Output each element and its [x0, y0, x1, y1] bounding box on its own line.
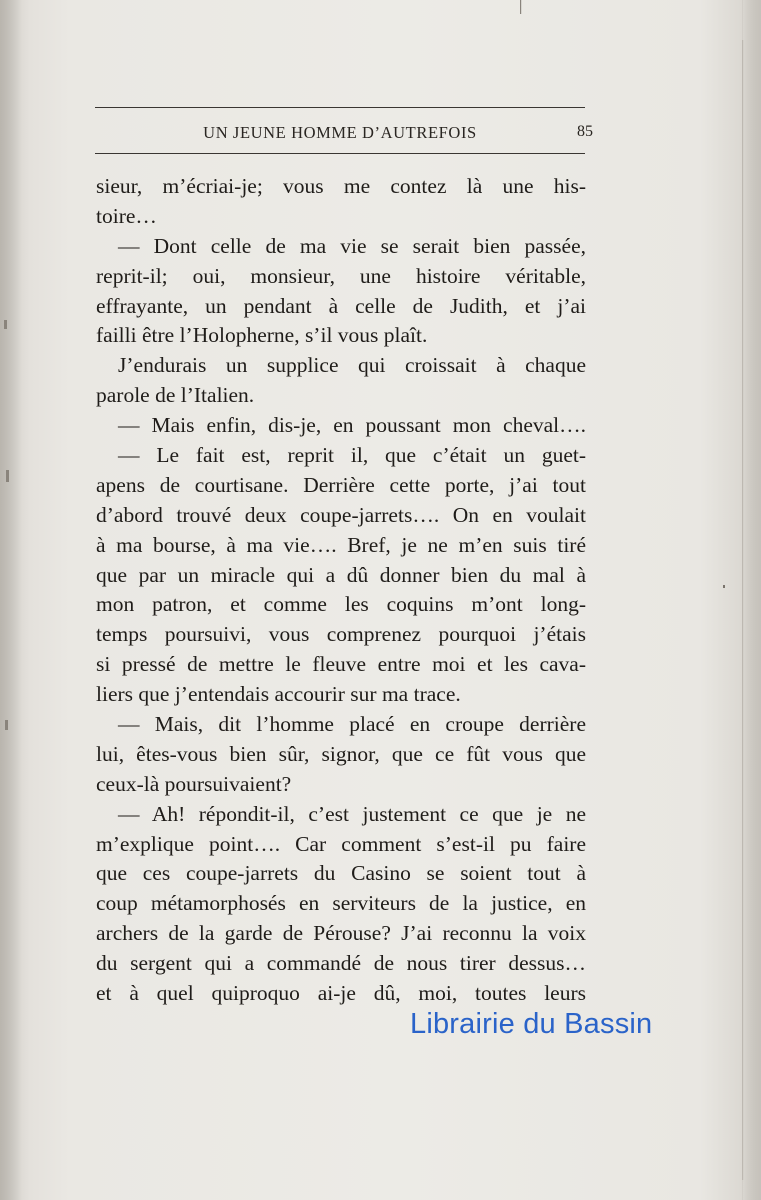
text-line: si pressé de mettre le fleuve entre moi et les cava-: [96, 652, 586, 677]
running-head-title: UN JEUNE HOMME D’AUTREFOIS: [203, 123, 477, 142]
text-line: à ma bourse, à ma vie…. Bref, je ne m’en suis tiré: [96, 532, 586, 557]
page-number: 85: [577, 123, 593, 140]
text-line: temps poursuivi, vous comprenez pourquoi j’étais: [96, 622, 586, 647]
header-rule-bottom: [95, 153, 585, 154]
watermark: Librairie du Bassin: [410, 1008, 653, 1040]
text-line: liers que j’entendais accourir sur ma trace.: [96, 682, 461, 707]
text-line: que ces coupe-jarrets du Casino se soient tout à: [96, 861, 586, 886]
text-line: du sergent qui a commandé de nous tirer dessus…: [96, 951, 586, 976]
running-head: [95, 118, 593, 152]
text-line: parole de l’Italien.: [96, 383, 255, 408]
text-line: — Mais, dit l’homme placé en croupe derrière: [118, 712, 586, 737]
text-line: — Ah! répondit-il, c’est justement ce que je ne: [118, 801, 586, 826]
header-rule-top: [95, 107, 585, 108]
text-line: d’abord trouvé deux coupe-jarrets…. On en voulait: [96, 502, 586, 527]
text-line: coup métamorphosés en serviteurs de la justice, en: [96, 891, 586, 916]
text-line: et à quel quiproquo ai-je dû, moi, toutes leurs: [96, 981, 586, 1006]
text-line: failli être l’Holopherne, s’il vous plaît.: [96, 323, 428, 348]
text-line: toire…: [96, 203, 157, 228]
page-edge: [742, 0, 761, 1200]
text-line: reprit-il; oui, monsieur, une histoire véritable,: [96, 263, 586, 288]
text-line: — Dont celle de ma vie se serait bien passée,: [118, 233, 586, 258]
text-line: apens de courtisane. Derrière cette porte, j’ai tout: [96, 472, 586, 497]
text-line: que par un miracle qui a dû donner bien du mal à: [96, 562, 586, 587]
speck: [723, 585, 725, 588]
text-line: mon patron, et comme les coquins m’ont long-: [96, 592, 586, 617]
text-line: m’explique point…. Car comment s’est-il pu faire: [96, 831, 586, 856]
text-line: J’endurais un supplice qui croissait à chaque: [118, 353, 586, 378]
text-line: — Mais enfin, dis-je, en poussant mon cheval….: [118, 413, 586, 438]
text-line: ceux-là poursuivaient?: [96, 771, 292, 796]
binding-shadow: [0, 0, 22, 1200]
speck: [520, 0, 521, 14]
text-line: — Le fait est, reprit il, que c’était un guet-: [118, 443, 586, 468]
text-line: archers de la garde de Pérouse? J’ai reconnu la voix: [96, 921, 586, 946]
body-text: [96, 172, 586, 1009]
text-line: effrayante, un pendant à celle de Judith, et j’ai: [96, 293, 586, 318]
text-line: sieur, m’écriai-je; vous me contez là une his-: [96, 174, 586, 198]
text-line: lui, êtes-vous bien sûr, signor, que ce fût vous que: [96, 741, 586, 766]
